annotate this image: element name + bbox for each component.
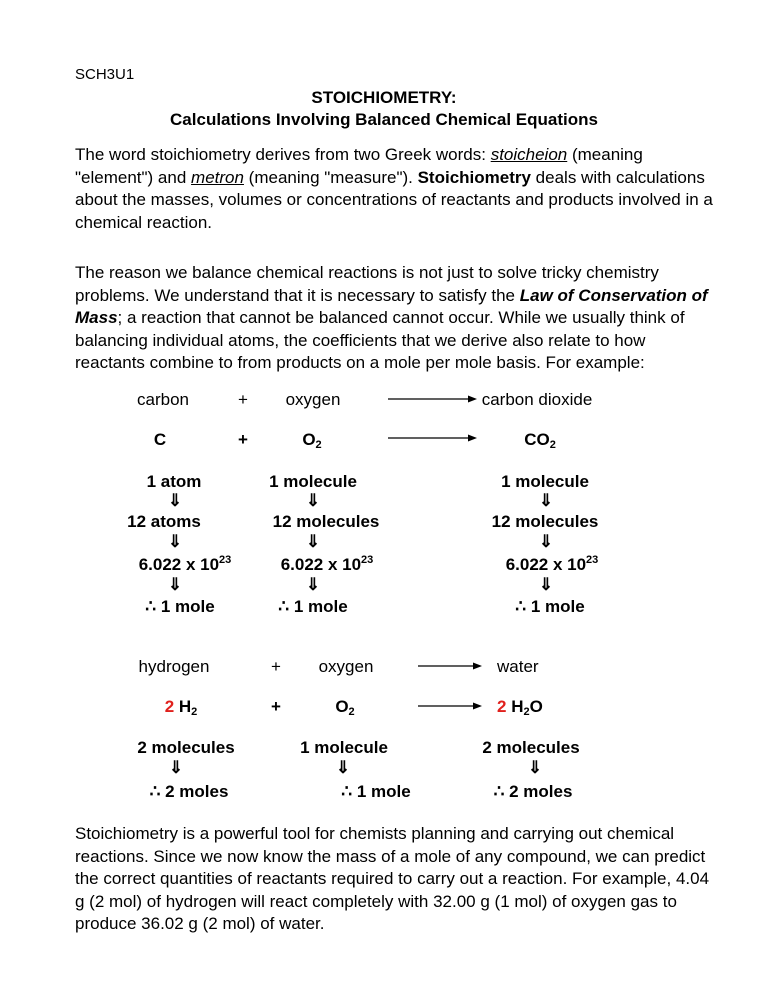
eq1-col1-row3: 6.022 x $10^{23}$ — [138, 554, 232, 574]
down-arrow-icon: ⇓ — [335, 758, 351, 777]
down-arrow-icon: ⇓ — [167, 491, 183, 510]
eq1-col2-row2: 12 molecules — [272, 512, 380, 531]
reaction-arrow-4 — [418, 699, 483, 713]
intro-text-4: deals with calculations about the masses, volumes or concentrations of reactants and products involved in a chemical reaction. — [75, 167, 713, 232]
reaction-arrow-2 — [388, 431, 478, 445]
eq2-col3-row1: 2 molecules — [482, 738, 580, 757]
eq1-col2-row3: 6.022 x $10^{23}$ — [280, 554, 374, 574]
eq2-word-plus: + — [271, 657, 281, 676]
eq1-col1-row1: 1 atom — [146, 472, 202, 491]
reaction-arrow-3 — [418, 659, 483, 673]
eq1-col3-row3: 6.022 x $10^{23}$ — [505, 554, 599, 574]
course-code: SCH3U1 — [75, 66, 135, 83]
eq2-col3-row2: ∴ 2 moles — [493, 782, 573, 801]
reaction-arrow-1 — [388, 392, 478, 406]
down-arrow-icon: ⇓ — [538, 575, 554, 594]
intro-text-2: (meaning "element") and — [75, 145, 643, 187]
eq2-symbol-oxygen: $O_2$ — [335, 697, 355, 718]
reason-text-2: ; a reaction that cannot be balanced cannot occur. While we usually think of balancing individual atoms, the coefficients that we derive also relate to how reactants combine to from products on a mole per mole basis. For example: — [75, 308, 685, 372]
down-arrow-icon: ⇓ — [305, 491, 321, 510]
eq2-word-hydrogen: hydrogen — [138, 657, 210, 676]
page-subtitle: Calculations Involving Balanced Chemical Equations — [170, 110, 598, 129]
eq1-col2-row4: ∴ 1 mole — [278, 597, 348, 616]
coefficient-water: 2 — [497, 697, 507, 716]
reason-text-1: The reason we balance chemical reactions is not just to solve tricky chemistry problems. We understand that it is necessary to satisfy the — [75, 263, 659, 305]
eq2-col2-row1: 1 molecule — [300, 738, 388, 757]
stoichiometry-term: Stoichiometry — [417, 167, 531, 187]
eq1-word-carbon: carbon — [137, 390, 189, 409]
eq1-symbol-carbon-dioxide: $CO_2$ — [524, 430, 556, 451]
law-conservation-mass: Law of Conservation of Mass — [75, 285, 708, 327]
eq1-col3-row2: 12 molecules — [491, 512, 599, 531]
eq2-symbol-plus: + — [271, 697, 281, 716]
eq2-word-oxygen: oxygen — [318, 657, 374, 676]
eq1-word-oxygen: oxygen — [285, 390, 341, 409]
eq1-col1-row4: ∴ 1 mole — [145, 597, 215, 616]
greek-word-metron: metron — [191, 167, 244, 187]
intro-text-1: The word stoichiometry derives from two Greek words: — [75, 145, 491, 164]
eq1-col3-row4: ∴ 1 mole — [515, 597, 585, 616]
down-arrow-icon: ⇓ — [305, 532, 321, 551]
greek-word-stoicheion: stoicheion — [490, 145, 568, 164]
eq1-symbol-plus: + — [238, 430, 248, 449]
eq2-col1-row1: 2 molecules — [137, 738, 235, 757]
eq2-col2-row2: ∴ 1 mole — [341, 782, 411, 801]
down-arrow-icon: ⇓ — [168, 758, 184, 777]
reason-paragraph — [75, 262, 715, 375]
eq2-symbol-water: 2 $H_2O$ — [497, 697, 543, 718]
eq1-word-plus: + — [238, 390, 248, 409]
down-arrow-icon: ⇓ — [167, 575, 183, 594]
eq2-word-water: water — [497, 657, 539, 676]
down-arrow-icon: ⇓ — [167, 532, 183, 551]
down-arrow-icon: ⇓ — [305, 575, 321, 594]
page-title: STOICHIOMETRY: — [311, 88, 457, 107]
eq1-symbol-oxygen: $O_2$ — [302, 430, 322, 451]
eq1-symbol-carbon: C — [153, 430, 167, 449]
down-arrow-icon: ⇓ — [538, 491, 554, 510]
down-arrow-icon: ⇓ — [538, 532, 554, 551]
closing-paragraph — [75, 823, 715, 936]
coefficient-hydrogen: 2 — [164, 697, 175, 716]
eq1-col2-row1: 1 molecule — [269, 472, 357, 491]
eq1-word-carbon-dioxide: carbon dioxide — [481, 390, 593, 409]
eq1-col1-row2: 12 atoms — [127, 512, 201, 531]
down-arrow-icon: ⇓ — [527, 758, 543, 777]
eq1-col3-row1: 1 molecule — [501, 472, 589, 491]
intro-paragraph — [75, 144, 715, 234]
eq2-col1-row2: ∴ 2 moles — [149, 782, 229, 801]
closing-text: Stoichiometry is a powerful tool for chemists planning and carrying out chemical reactions. Since we now know the mass of a mole of any compound, we can predict the correct quantities of reactants required to carry out a reaction. For example, 4.04 g (2 mol) of hydrogen will react completely with 32.00 g (1 mol) of oxygen gas to produce 36.02 g (2 mol) of water. — [75, 824, 710, 933]
intro-text-3: (meaning "measure"). — [243, 167, 418, 187]
eq2-symbol-hydrogen: 2 $H_2$ — [164, 697, 198, 718]
